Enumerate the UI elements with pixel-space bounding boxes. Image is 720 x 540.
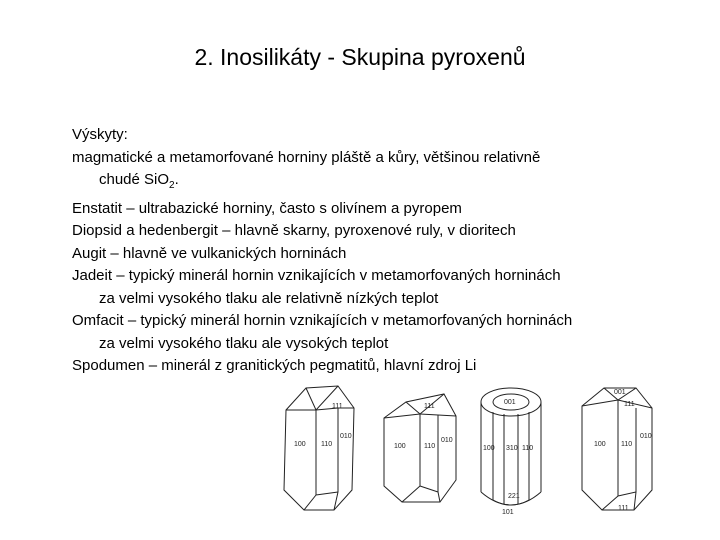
c3-label-c: 310 [506,445,518,452]
c3-label-b: 100 [483,445,495,452]
c4-label-c: 100 [594,441,606,448]
crystal-1 [284,386,354,510]
c1-label-a: 111 [332,403,343,410]
line-diopsid: Diopsid a hedenbergit – hlavně skarny, pyroxenové ruly, v dioritech [72,222,516,239]
line-enstatit: Enstatit – ultrabazické horniny, často s olivínem a pyropem [72,199,462,217]
c3-label-f: 101 [502,509,514,516]
c4-label-b: 111 [624,401,635,408]
line-spodumen: Spodumen – minerál z granitických pegmatitů, hlavní zdroj Li [72,357,477,374]
c2-label-b: 100 [394,443,406,450]
c3-label-a: 001 [504,399,516,406]
crystal-4 [582,388,652,510]
line-augit: Augit – hlavně ve vulkanických horninách [72,244,347,262]
c2-label-a: 111 [424,403,435,410]
slide-body [72,124,682,378]
c4-label-a: 001 [614,389,626,396]
c1-label-c: 110 [321,441,333,448]
heading-vyskyty: Výskyty: [72,126,128,143]
c2-label-c: 110 [424,443,436,450]
c2-label-d: 010 [441,437,453,444]
line-omfacit-b: za velmi vysokého tlaku ale vysokých teplot [99,334,389,352]
c4-label-d: 010 [640,433,652,440]
line-general-a: magmatické a metamorfované horniny pláště a kůry, většinou relativně [72,148,541,166]
line-jadeit-b: za velmi vysokého tlaku ale relativně nízkých teplot [99,289,439,307]
line-omfacit-a: Omfacit – typický minerál hornin vznikajících v metamorfovaných horninách [72,312,573,329]
sio2-text: chudé SiO [99,171,170,188]
c1-label-d: 010 [340,433,352,440]
c4-label-f: 111 [618,505,629,512]
slide-title: 2. Inosilikáty - Skupina pyroxenů [194,44,526,70]
sio2-period: . [174,171,179,188]
c3-label-d: 110 [522,445,534,452]
c4-label-e: 110 [621,441,633,448]
line-general-b [72,169,682,198]
crystal-drawings [276,380,666,520]
c1-label-b: 100 [294,441,306,448]
sio2-subscript: 2 [169,180,175,191]
c3-label-e: 221 [508,493,520,500]
line-jadeit-a: Jadeit – typický minerál hornin vznikajících v metamorfovaných horninách [72,267,561,284]
